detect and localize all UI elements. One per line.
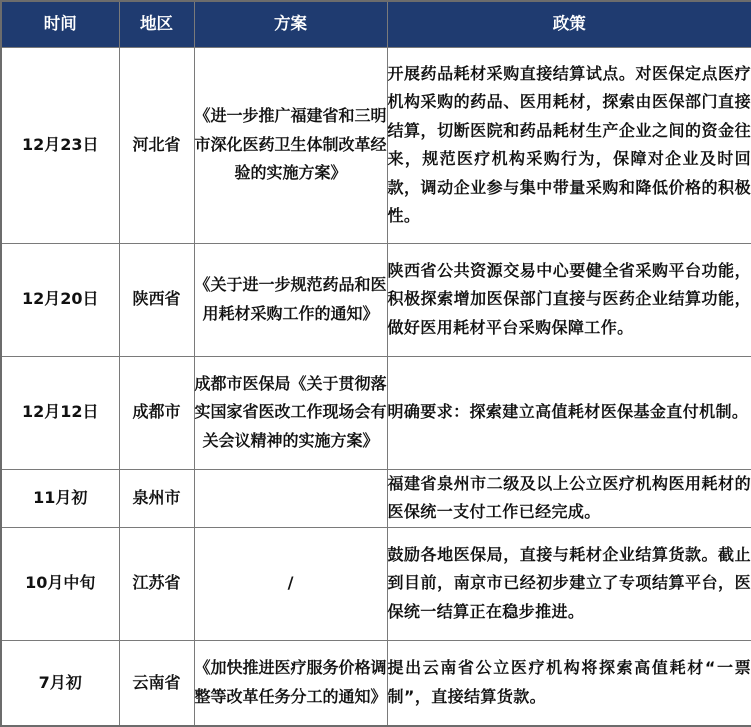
time-cell: 10月中旬 — [1, 527, 119, 640]
header-row — [1, 1, 751, 47]
region-cell: 江苏省 — [119, 527, 194, 640]
table-row — [1, 469, 751, 527]
table-row — [1, 640, 751, 726]
scheme-cell — [194, 469, 387, 527]
policy-cell: 鼓励各地医保局，直接与耗材企业结算货款。截止到目前，南京市已经初步建立了专项结算平台，医保统一结算正在稳步推进。 — [387, 527, 751, 640]
policy-cell: 开展药品耗材采购直接结算试点。对医保定点医疗机构采购的药品、医用耗材，探索由医保部门直接结算，切断医院和药品耗材生产企业之间的资金往来，规范医疗机构采购行为，保障对企业及时回款，调动企业参与集中带量采购和降低价格的积极性。 — [387, 47, 751, 243]
header-policy: 政策 — [387, 1, 751, 47]
scheme-cell: 《进一步推广福建省和三明市深化医药卫生体制改革经验的实施方案》 — [194, 47, 387, 243]
policy-cell: 陕西省公共资源交易中心要健全省采购平台功能，积极探索增加医保部门直接与医药企业结算功能，做好医用耗材平台采购保障工作。 — [387, 243, 751, 356]
time-cell: 12月23日 — [1, 47, 119, 243]
policy-cell: 福建省泉州市二级及以上公立医疗机构医用耗材的医保统一支付工作已经完成。 — [387, 469, 751, 527]
region-cell: 陕西省 — [119, 243, 194, 356]
scheme-cell: 成都市医保局《关于贯彻落实国家省医改工作现场会有关会议精神的实施方案》 — [194, 356, 387, 469]
time-cell: 12月20日 — [1, 243, 119, 356]
table-row — [1, 527, 751, 640]
table-row — [1, 243, 751, 356]
time-cell: 7月初 — [1, 640, 119, 726]
scheme-cell: 《关于进一步规范药品和医用耗材采购工作的通知》 — [194, 243, 387, 356]
region-cell: 成都市 — [119, 356, 194, 469]
header-region: 地区 — [119, 1, 194, 47]
time-cell: 12月12日 — [1, 356, 119, 469]
scheme-cell: / — [194, 527, 387, 640]
header-time: 时间 — [1, 1, 119, 47]
region-cell: 泉州市 — [119, 469, 194, 527]
region-cell: 云南省 — [119, 640, 194, 726]
region-cell: 河北省 — [119, 47, 194, 243]
scheme-cell: 《加快推进医疗服务价格调整等改革任务分工的通知》 — [194, 640, 387, 726]
policy-cell: 提出云南省公立医疗机构将探索高值耗材“一票制”，直接结算货款。 — [387, 640, 751, 726]
header-scheme: 方案 — [194, 1, 387, 47]
table-row — [1, 47, 751, 243]
time-cell: 11月初 — [1, 469, 119, 527]
policy-cell: 明确要求：探索建立高值耗材医保基金直付机制。 — [387, 356, 751, 469]
table-row — [1, 356, 751, 469]
